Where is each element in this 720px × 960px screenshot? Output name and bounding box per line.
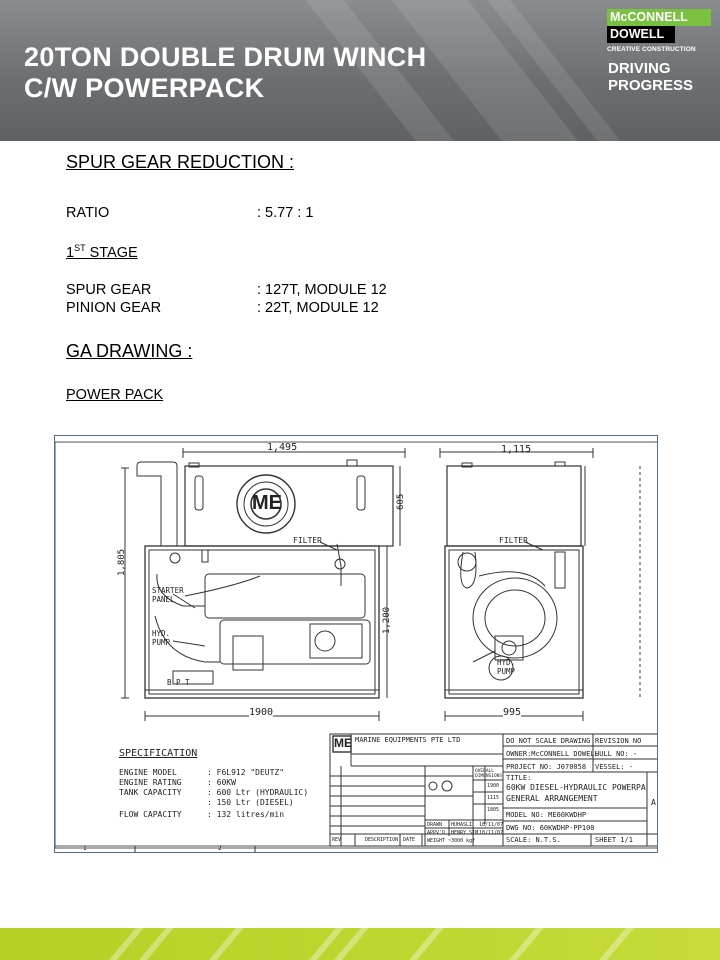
dim-height-frame: 1,200	[382, 606, 392, 634]
company-logo	[607, 9, 711, 53]
ratio-label: RATIO	[66, 205, 110, 221]
label-starter-panel: STARTER PANEL	[152, 586, 184, 604]
tagline-line-2: PROGRESS	[608, 77, 694, 94]
appvd-date: 18/11/07	[479, 830, 504, 836]
stage-prefix: 1	[66, 245, 75, 261]
overall-width: 1115	[487, 795, 500, 801]
vessel: VESSEL: -	[595, 763, 633, 771]
project-no: PROJECT NO: J070058	[506, 763, 587, 771]
drawing-title-line-2: GENERAL ARRANGEMENT	[506, 794, 598, 803]
label-hyd-pump-front: HYD. PUMP	[152, 629, 171, 647]
spec-value: : 60KW	[207, 778, 236, 787]
pinion-gear-label: PINION GEAR	[66, 300, 162, 316]
spec-label: FLOW CAPACITY	[119, 810, 182, 819]
title-line-2: C/W POWERPACK	[24, 73, 265, 103]
stage-suffix: STAGE	[85, 245, 138, 261]
label-filter-side: FILTER	[499, 536, 528, 545]
spec-value: : 132 litres/min	[207, 810, 285, 819]
overall-height: 1805	[487, 807, 500, 813]
title-block-logo: ME	[334, 736, 352, 750]
hull-no: HULL NO: -	[595, 750, 638, 758]
owner: OWNER:McCONNELL DOWELL	[506, 750, 599, 758]
footer-band	[0, 928, 720, 960]
dim-height-total: 1,805	[117, 548, 127, 576]
col-description: DESCRIPTION	[365, 837, 399, 843]
logo-line-3: CREATIVE CONSTRUCTION	[607, 46, 696, 53]
spec-title: SPECIFICATION	[119, 748, 198, 759]
header-banner	[0, 0, 720, 141]
ratio-value: : 5.77 : 1	[257, 205, 314, 221]
drawn-by: HUHASLI	[451, 822, 473, 828]
weight: WEIGHT ~3000 kgf	[427, 838, 476, 844]
title-label: TITLE:	[506, 774, 532, 782]
overall-length: 1900	[487, 783, 500, 789]
spec-label: TANK CAPACITY	[119, 788, 182, 797]
spur-gear-heading: SPUR GEAR REDUCTION :	[66, 152, 295, 172]
overall-dimensions: OVERALL DIMENSIONS	[475, 769, 503, 779]
ga-drawing-heading: GA DRAWING :	[66, 341, 193, 361]
me-logo-mark: ME	[252, 492, 282, 514]
dim-height-tank: 605	[396, 493, 406, 510]
scale: SCALE: N.T.S.	[506, 836, 561, 844]
logo-line-2: DOWELL	[607, 26, 675, 43]
stage-sup: ST	[74, 243, 86, 253]
dim-base-side: 995	[503, 707, 522, 718]
spec-value: : 600 Ltr (HYDRAULIC)	[207, 788, 309, 797]
do-not-scale: DO NOT SCALE DRAWING	[506, 737, 591, 745]
spur-gear-label: SPUR GEAR	[66, 282, 152, 298]
appvd-label: APPV'D	[427, 830, 446, 836]
spec-value: : 150 Ltr (DIESEL)	[207, 798, 294, 807]
page-title	[24, 42, 426, 104]
frame-mark-a: A	[651, 798, 656, 807]
tagline	[608, 60, 693, 94]
dim-width-side: 1,115	[501, 444, 532, 455]
sheet: SHEET 1/1	[595, 836, 633, 844]
company-name: MARINE EQUIPMENTS PTE LTD	[355, 736, 461, 744]
frame-mark-2: 2	[218, 845, 222, 852]
col-date: DATE	[403, 837, 416, 843]
label-hyd-pump-side: HYD. PUMP	[497, 658, 516, 676]
spec-label: ENGINE MODEL	[119, 768, 177, 777]
col-rev: REV	[332, 837, 342, 843]
ga-drawing	[54, 435, 658, 853]
spec-value: : F6L912 "DEUTZ"	[207, 768, 285, 777]
logo-line-1: McCONNELL	[607, 9, 711, 26]
dwg-no: DWG NO: 60KWDHP-PP100	[506, 824, 595, 832]
title-line-1: 20TON DOUBLE DRUM WINCH	[24, 42, 427, 72]
drawn-label: DRAWN	[427, 822, 443, 828]
drawing-title-line-1: 60KW DIESEL-HYDRAULIC POWERPA	[506, 783, 646, 792]
power-pack-subheading: POWER PACK	[66, 387, 164, 403]
tagline-line-1: DRIVING	[608, 60, 671, 77]
model-no: MODEL NO: ME60KWDHP	[506, 811, 587, 819]
stage-heading	[66, 243, 138, 261]
frame-mark-1: 1	[83, 845, 87, 852]
spec-label: ENGINE RATING	[119, 778, 182, 787]
drawn-date: 18/11/07	[479, 822, 504, 828]
spur-gear-value: : 127T, MODULE 12	[257, 282, 387, 298]
pinion-gear-value: : 22T, MODULE 12	[257, 300, 379, 316]
dim-base-front: 1900	[249, 707, 274, 718]
label-bpt: B P T	[167, 678, 190, 687]
revision-no: REVISION NO	[595, 737, 642, 745]
appvd-by: HENRY SIM	[451, 830, 479, 836]
dim-width-front: 1,495	[267, 442, 298, 453]
label-filter-front: FILTER	[293, 536, 322, 545]
